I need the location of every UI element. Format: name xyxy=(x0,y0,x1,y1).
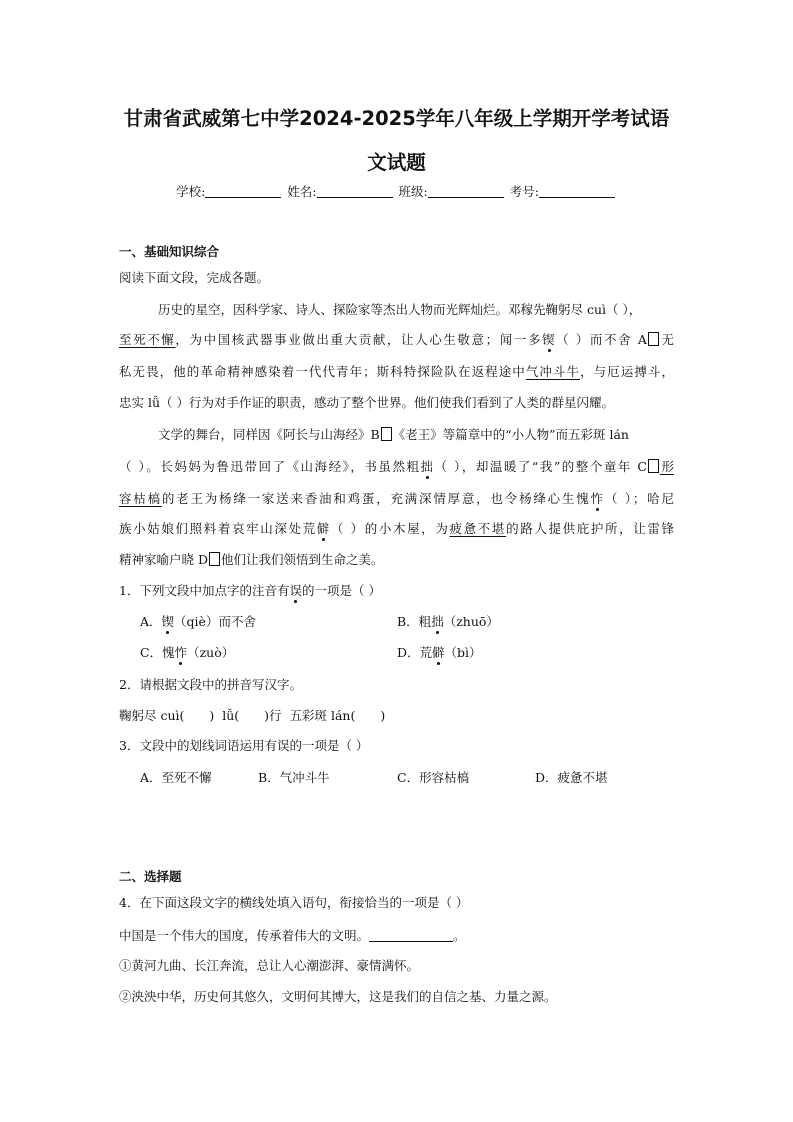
dotted-char: 误 xyxy=(289,583,302,598)
underlined-phrase: 容枯槁 xyxy=(119,491,162,506)
text-span: 中国是一个伟大的国度，传承着伟大的文明。 xyxy=(119,928,370,943)
dotted-char: 怍 xyxy=(174,645,188,660)
dotted-char: 僻 xyxy=(316,521,331,536)
text-span: B．粗 xyxy=(397,614,432,629)
text-span: （ ）而不舍 A xyxy=(556,332,647,347)
document-title-line1: 甘肃省武威第七中学2024-2025学年八年级上学期开学考试语 xyxy=(123,107,670,130)
class-field[interactable] xyxy=(428,185,504,198)
blank-box[interactable] xyxy=(381,427,392,441)
text-span: 私无畏，他的革命精神感染着一代代青年；斯科特探险队在返程途中 xyxy=(119,364,526,379)
text-span: （ ），却温暖了“我”的整个童年 C xyxy=(434,459,647,474)
passage2-line1 xyxy=(158,427,629,443)
text-span: 的一项是（ ） xyxy=(301,583,381,598)
dotted-char: 锲 xyxy=(161,614,175,629)
section1-instruction: 阅读下面文段，完成各题。 xyxy=(119,270,270,285)
text-span: ，为中国核武器事业做出重大贡献，让人心生敬意；闻一多 xyxy=(175,332,543,347)
text-span: 1．下列文段中加点字的注音有 xyxy=(119,583,290,598)
underlined-phrase: 形 xyxy=(659,459,674,474)
passage2-line2 xyxy=(119,459,674,475)
question1-option-a[interactable] xyxy=(140,612,256,630)
text-span: 他们让我们领悟到生命之美。 xyxy=(221,552,384,567)
text-span: （zhuō） xyxy=(443,614,499,629)
text-span: 无 xyxy=(659,332,674,347)
question4-text xyxy=(119,928,466,944)
text-span: （qiè）而不舍 xyxy=(174,614,256,629)
passage2-line5 xyxy=(119,552,384,568)
text-span: 精神家喻户晓 D xyxy=(119,552,208,567)
document-title-line2: 文试题 xyxy=(367,151,426,174)
text-span: C．愧 xyxy=(140,645,175,660)
school-field[interactable] xyxy=(205,185,281,198)
name-field[interactable] xyxy=(317,185,393,198)
passage1-line3 xyxy=(119,364,674,380)
text-span: （ ）；哈尼 xyxy=(604,491,674,506)
text-span: 的路人提供庇护所，让雷锋 xyxy=(506,521,674,536)
question1-stem xyxy=(119,583,381,599)
dotted-char: 拙 xyxy=(420,459,435,474)
text-span: 的老王为杨绛一家送来香油和鸡蛋，充满深情厚意，也令杨绛心生愧 xyxy=(161,491,591,506)
text-span: 。 xyxy=(453,928,466,943)
underlined-phrase: 气冲斗牛 xyxy=(525,364,581,379)
passage2-line3 xyxy=(119,491,674,507)
question1-option-b[interactable] xyxy=(397,612,499,630)
question4-sentence-2: ②泱泱中华，历史何其悠久，文明何其博大，这是我们的自信之基、力量之源。 xyxy=(119,989,557,1004)
passage1-line2 xyxy=(119,332,674,348)
exam-no-label: 考号: xyxy=(509,184,539,199)
section1-heading: 一、基础知识综合 xyxy=(119,244,220,259)
question3-stem: 3．文段中的划线词语运用有误的一项是（ ） xyxy=(119,738,369,753)
text-span: 族小姑娘们照料着哀牢山深处荒 xyxy=(119,521,317,536)
name-label: 姓名: xyxy=(287,184,317,199)
passage1-line1: 历史的星空，因科学家、诗人、探险家等杰出人物而光辉灿烂。邓稼先鞠躬尽 cuì（ ）， xyxy=(158,302,642,317)
text-span: （ ）。长妈妈为鲁迅带回了《山海经》，书虽然粗 xyxy=(119,459,421,474)
text-span: （zuò） xyxy=(187,645,235,660)
question3-option-b[interactable]: B．气冲斗牛 xyxy=(258,770,330,785)
question3-option-d[interactable]: D．疲惫不堪 xyxy=(535,770,608,785)
underlined-phrase: 至死不懈 xyxy=(119,332,176,347)
question1-option-d[interactable] xyxy=(397,643,482,661)
question2-stem: 2．请根据文段中的拼音写汉字。 xyxy=(119,677,302,692)
dotted-char: 僻 xyxy=(432,645,445,660)
blank-box[interactable] xyxy=(209,552,220,566)
exam-no-field[interactable] xyxy=(539,185,615,198)
answer-blank[interactable] xyxy=(369,929,453,942)
text-span: （bì） xyxy=(444,645,482,660)
question1-option-c[interactable] xyxy=(140,643,234,661)
text-span: （ ）的小木屋，为 xyxy=(330,521,450,536)
dotted-char: 怍 xyxy=(590,491,605,506)
text-span: D．荒 xyxy=(397,645,433,660)
text-span: ，与厄运搏斗， xyxy=(580,364,674,379)
question3-option-a[interactable]: A．至死不懈 xyxy=(140,770,212,785)
dotted-char: 拙 xyxy=(431,614,444,629)
underlined-phrase: 疲惫不堪 xyxy=(449,521,507,536)
text-span: 文学的舞台，同样因《阿长与山海经》B xyxy=(158,427,380,442)
blank-box[interactable] xyxy=(648,332,659,346)
dotted-char: 锲 xyxy=(542,332,557,347)
section2-heading: 二、选择题 xyxy=(119,869,182,884)
text-span: A． xyxy=(140,614,162,629)
passage1-line4: 忠实 lǚ（ ）行为对手作证的职责，感动了整个世界。他们使我们看到了人类的群星闪耀。 xyxy=(119,395,614,410)
student-info-row xyxy=(0,182,793,200)
question3-option-c[interactable]: C．形容枯槁 xyxy=(397,770,470,785)
class-label: 班级: xyxy=(398,184,428,199)
question4-stem: 4．在下面这段文字的横线处填入语句，衔接恰当的一项是（ ） xyxy=(119,895,469,910)
blank-box[interactable] xyxy=(648,459,659,473)
question4-sentence-1: ①黄河九曲、长江奔流，总让人心潮澎湃、豪情满怀。 xyxy=(119,958,420,973)
school-label: 学校: xyxy=(176,184,206,199)
question2-fill-line[interactable]: 鞠躬尽 cuì( ) lǚ( )行 五彩斑 lán( ) xyxy=(119,708,386,723)
passage2-line4 xyxy=(119,521,674,537)
text-span: 《老王》等篇章中的“小人物”而五彩斑 lán xyxy=(392,427,629,442)
